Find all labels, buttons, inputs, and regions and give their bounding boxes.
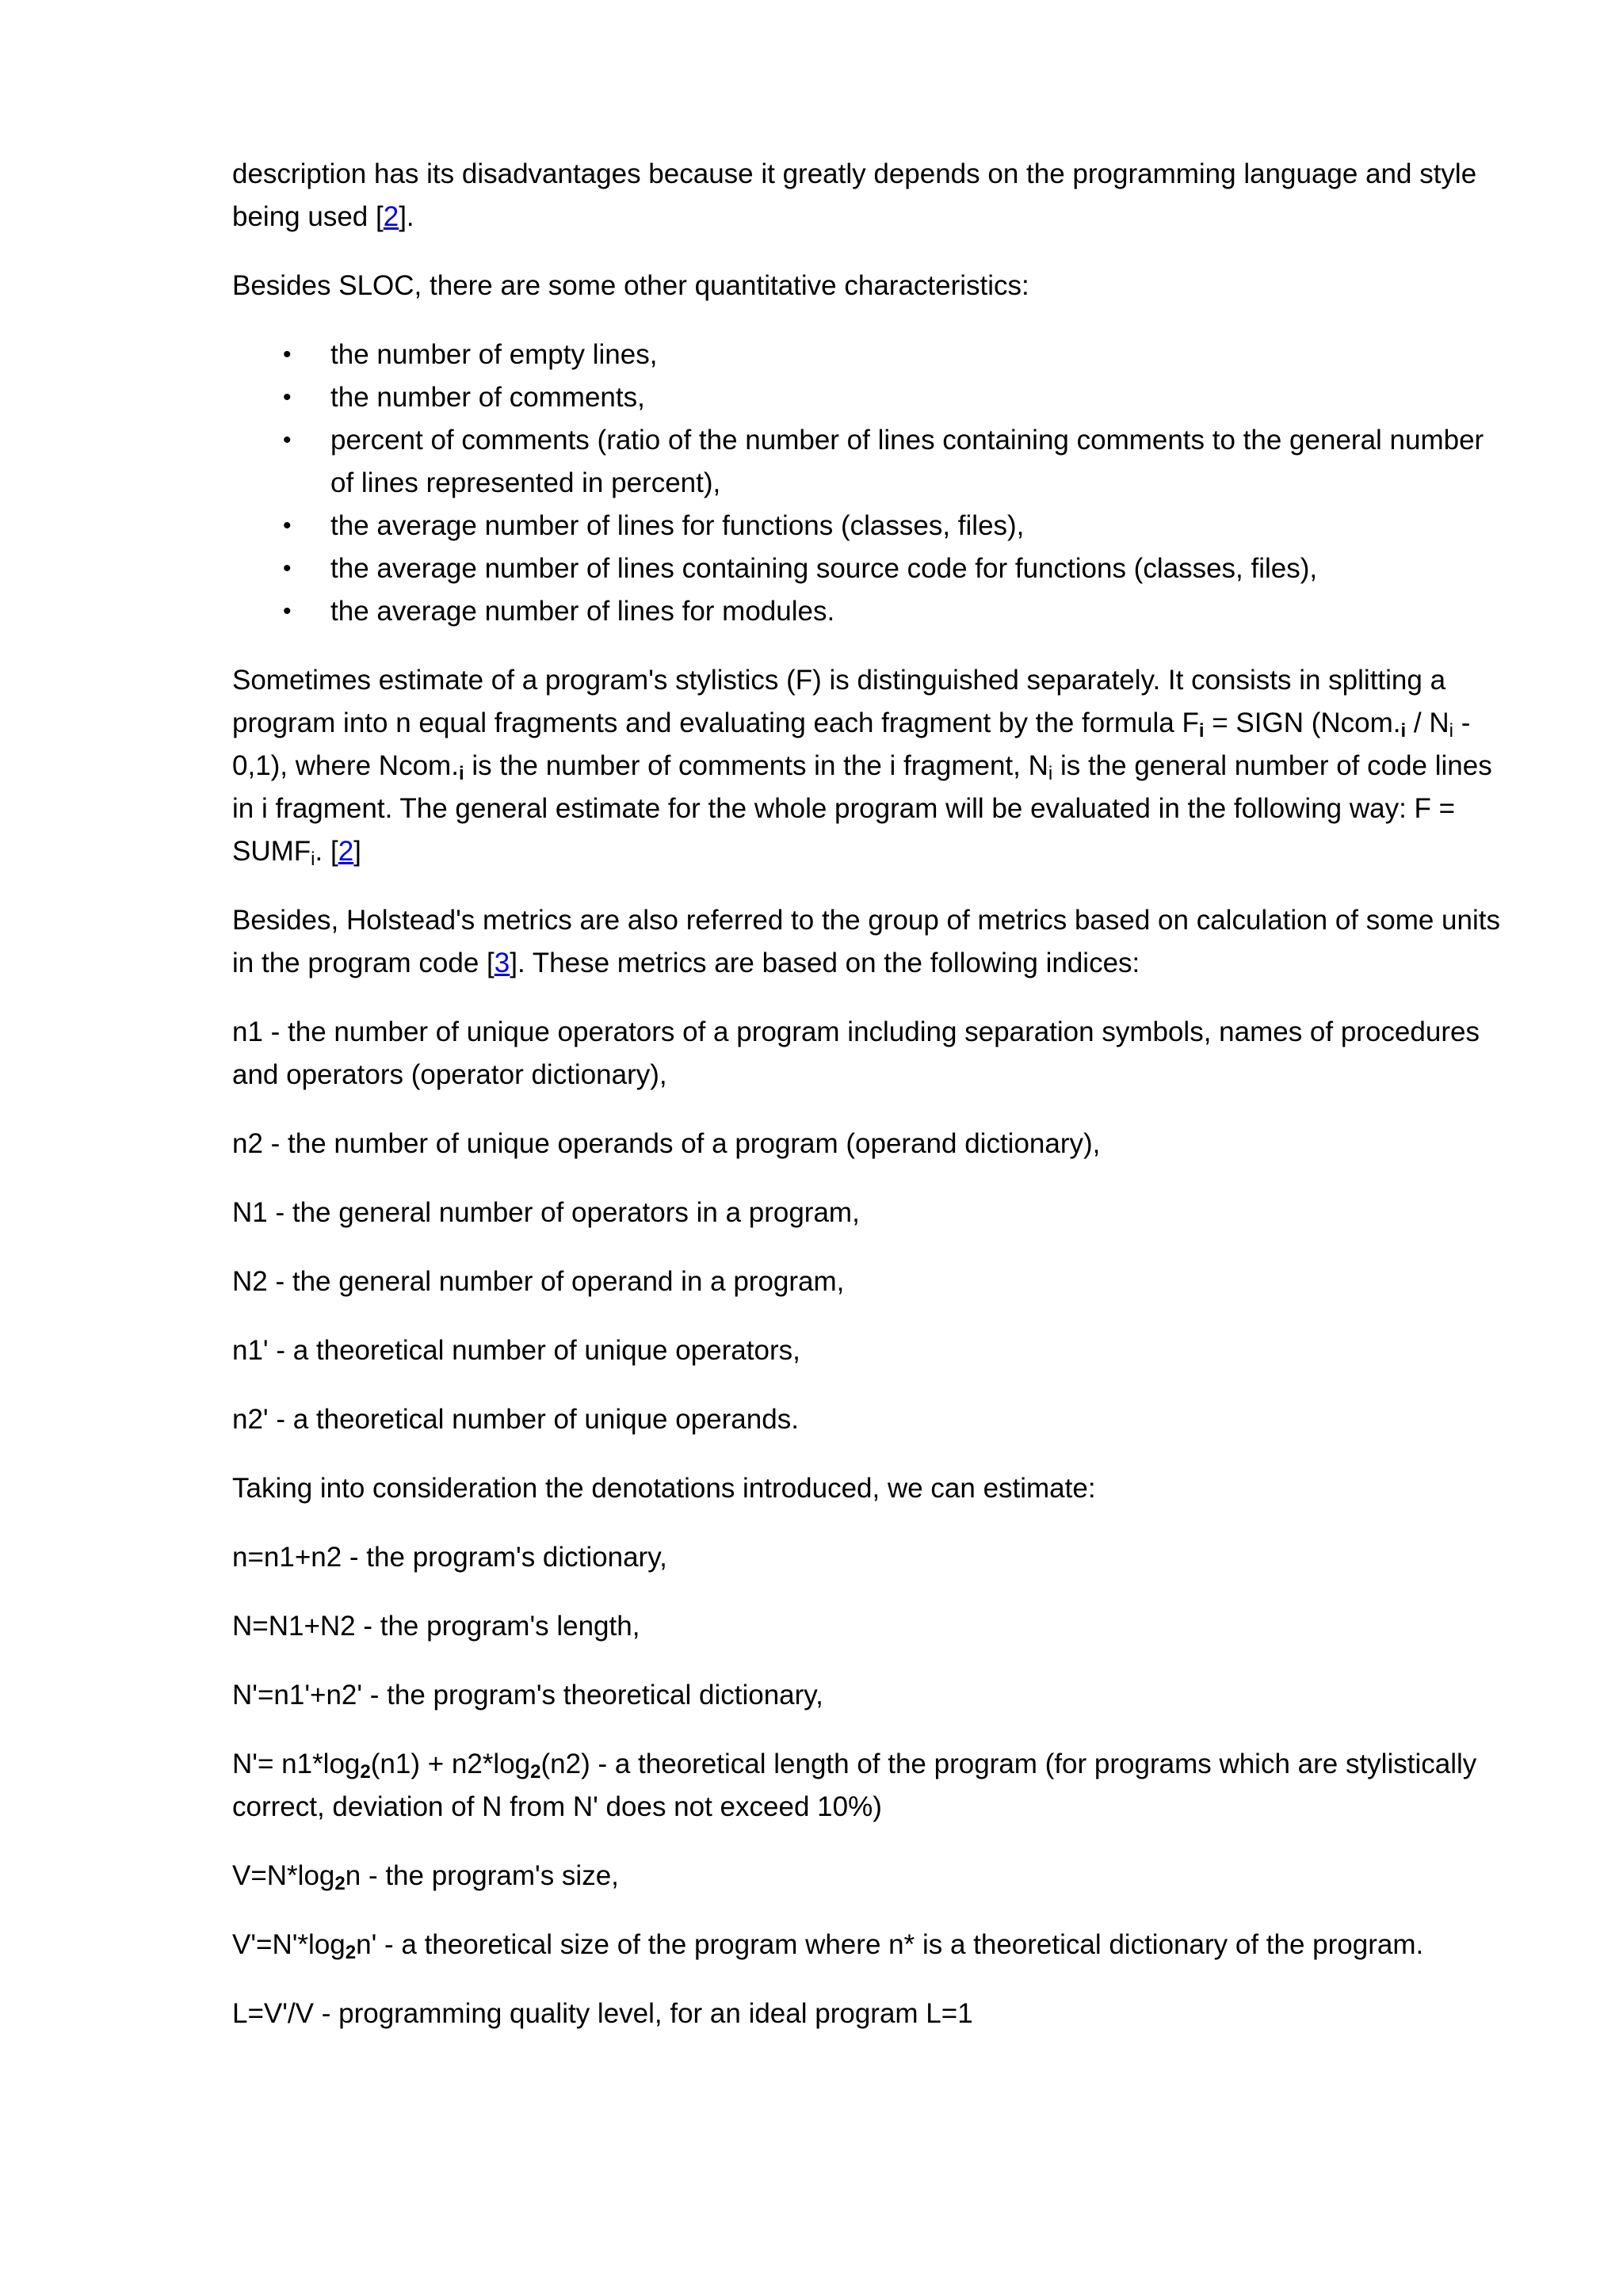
paragraph-besides-sloc: Besides SLOC, there are some other quantitative characteristics:: [232, 270, 1029, 301]
index-n2-prime: n2' - a theoretical number of unique operands.: [232, 1404, 799, 1435]
characteristics-list: [232, 334, 1514, 633]
index-N2: N2 - the general number of operand in a program,: [232, 1266, 845, 1297]
bullet-icon: •: [283, 341, 292, 368]
document-body: [232, 153, 1514, 2061]
index-n1-prime: n1' - a theoretical number of unique operators,: [232, 1335, 800, 1366]
paragraph-stylistics: Sometimes estimate of a program's stylistics (F) is distinguished separately. It consists in splitting a program into n equal fragments and evaluating each fragment by the formula $F_i$ = SIGN $(Ncom._i / N_i - 0,1)$, where $Ncom._i$ is the number of comments in the i fragment, $N_i$ is the general number of code lines in i fragment. The general estimate for the whole program will be evaluated in the following way: $F = SUMF_i$. [2]: [232, 665, 1492, 870]
citation-link-2[interactable]: 2: [383, 201, 399, 232]
list-item: • the average number of lines for functions (classes, files),: [330, 505, 1514, 547]
formula-theoretical-size: $V'=N'*\log_2n' - a$ theoretical size of the program where n* is a theoretical dictionary of the program.: [232, 1929, 1424, 1963]
index-n2: n2 - the number of unique operands of a program (operand dictionary),: [232, 1128, 1101, 1159]
paragraph-holstead: Besides, Holstead's metrics are also referred to the group of metrics based on calculation of some units in the program code [3]. These metrics are based on the following indices:: [232, 905, 1500, 978]
formula-quality-level: L=V'/V - programming quality level, for an ideal program L=1: [232, 1998, 973, 2029]
list-item: • the number of comments,: [330, 376, 1514, 419]
citation-link-2[interactable]: 2: [338, 836, 354, 867]
index-n1: n1 - the number of unique operators of a program including separation symbols, names of procedures and operators (operator dictionary),: [232, 1016, 1480, 1090]
formula-size: $V=N*\log_2n$ - the program's size,: [232, 1860, 619, 1894]
formula-dictionary: n=n1+n2 - the program's dictionary,: [232, 1542, 667, 1573]
list-item: • the average number of lines containing source code for functions (classes, files),: [330, 547, 1514, 590]
citation-link-3[interactable]: 3: [494, 948, 510, 978]
list-item: • percent of comments (ratio of the number of lines containing comments to the general number of lines represented in percent),: [330, 419, 1514, 505]
bullet-icon: •: [283, 598, 292, 624]
paragraph-taking: Taking into consideration the denotations introduced, we can estimate:: [232, 1473, 1096, 1504]
bullet-icon: •: [283, 384, 292, 410]
bullet-icon: •: [283, 513, 292, 539]
formula-theoretical-dictionary: N'=n1'+n2' - the program's theoretical dictionary,: [232, 1680, 823, 1711]
list-item: • the number of empty lines,: [330, 334, 1514, 376]
formula-length: N=N1+N2 - the program's length,: [232, 1611, 640, 1642]
formula-theoretical-length: $N'= n1*\log_2(n1) + n2*\log_2(n2) - a$ theoretical length of the program (for programs which are stylistically correct, deviation of N from N' does not exceed 10%): [232, 1749, 1477, 1822]
bullet-icon: •: [283, 427, 292, 453]
index-N1: N1 - the general number of operators in a program,: [232, 1197, 860, 1228]
list-item: • the average number of lines for modules.: [330, 590, 1514, 633]
bullet-icon: •: [283, 555, 292, 582]
paragraph-intro: description has its disadvantages because it greatly depends on the programming language and style being used [2].: [232, 158, 1477, 232]
